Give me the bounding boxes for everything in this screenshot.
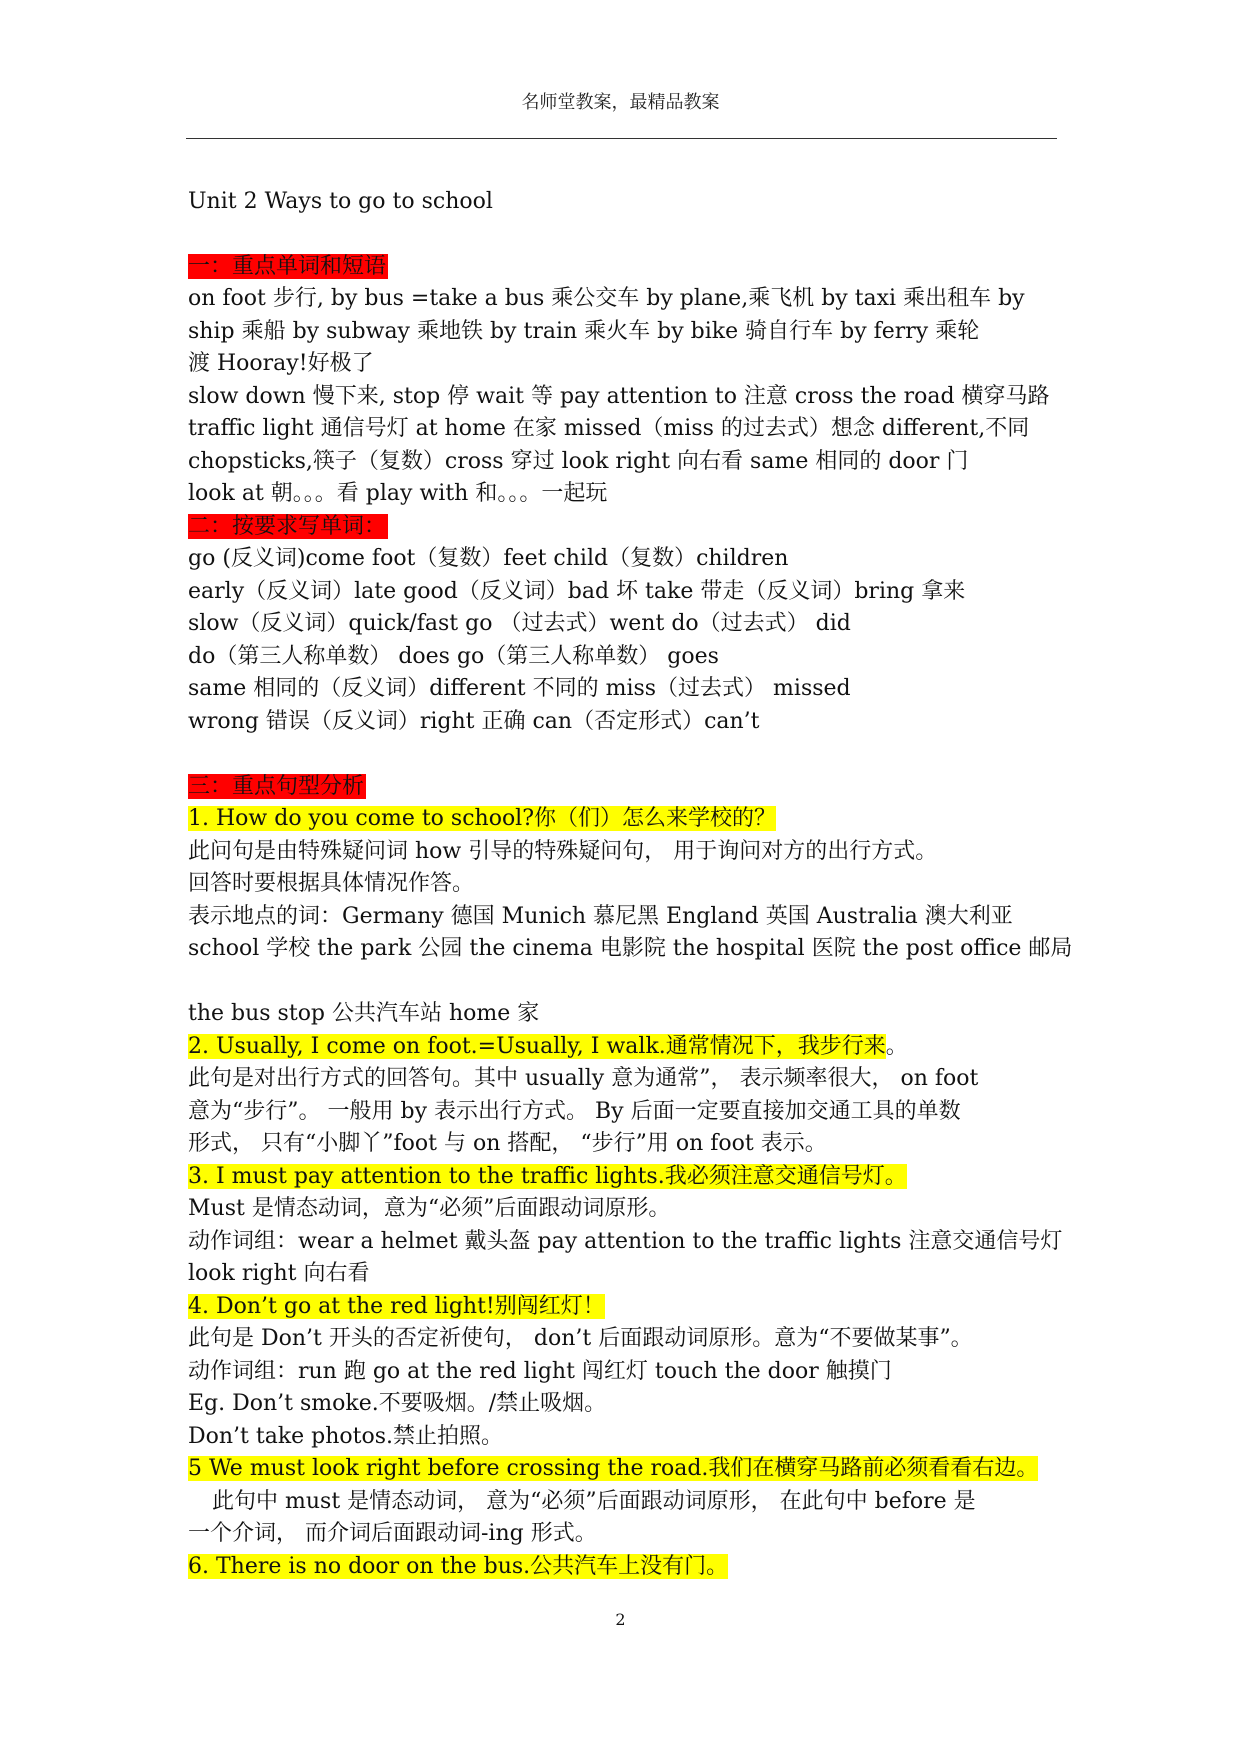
- section1-heading: 一：重点单词和短语: [188, 253, 387, 279]
- sentence-1-note: 此问句是由特殊疑问词 how 引导的特殊疑问句， 用于询问对方的出行方式。: [188, 838, 938, 864]
- sentence-2-tail: 。: [885, 1033, 908, 1059]
- header-rule: [186, 138, 1057, 139]
- sentence-2-note: 形式， 只有“小脚丫”foot 与 on 搭配， “步行”用 on foot 表示。: [188, 1131, 827, 1156]
- section1-line: 渡 Hooray!好极了: [188, 351, 374, 376]
- sentence-4-note: Eg. Don’t smoke.不要吸烟。/禁止吸烟。: [188, 1391, 607, 1416]
- sentence-1-note: the bus stop 公共汽车站 home 家: [188, 1001, 540, 1026]
- section1-line: traffic light 通信号灯 at home 在家 missed（miss 的过去式）想念 different,不同: [188, 416, 1030, 441]
- spacer: [188, 738, 1058, 771]
- section3-heading-line: [188, 771, 1058, 804]
- sentence-5: 5 We must look right before crossing the road.我们在横穿马路前必须看看右边。: [188, 1456, 1039, 1481]
- sentence-2-line: [188, 1031, 1058, 1064]
- section1-line: look at 朝。。。看 play with 和。。。一起玩: [188, 481, 608, 506]
- section2-line: go (反义词)come foot（复数）feet child（复数）children: [188, 546, 789, 571]
- section2-line: early（反义词）late good（反义词）bad 坏 take 带走（反义词）bring 拿来: [188, 578, 966, 604]
- sentence-2-note: 此句是对出行方式的回答句。其中 usually 意为通常”， 表示频率很大， on foot: [188, 1066, 979, 1091]
- sentence-4-note: Don’t take photos.禁止拍照。: [188, 1423, 504, 1449]
- sentence-3-note: 动作词组：wear a helmet 戴头盔 pay attention to the traffic lights 注意交通信号灯: [188, 1228, 1063, 1254]
- sentence-5-line: [188, 1453, 1058, 1486]
- section2-heading-line: [188, 511, 1058, 544]
- spacer: [188, 966, 1058, 999]
- section2-line: wrong 错误（反义词）right 正确 can（否定形式）can’t: [188, 708, 760, 734]
- document-body: [188, 186, 1073, 1583]
- sentence-3-note: Must 是情态动词，意为“必须”后面跟动词原形。: [188, 1196, 671, 1221]
- sentence-5-note: 一个介词， 而介词后面跟动词-ing 形式。: [188, 1521, 597, 1546]
- sentence-6: 6. There is no door on the bus.公共汽车上没有门。: [188, 1553, 729, 1579]
- section2-heading: 二：按要求写单词：: [188, 513, 387, 539]
- sentence-1-note: 表示地点的词：Germany 德国 Munich 慕尼黑 England 英国 Australia 澳大利亚: [188, 903, 1013, 929]
- section1-line: on foot 步行, by bus =take a bus 乘公交车 by plane,乘飞机 by taxi 乘出租车 by: [188, 286, 1025, 311]
- section1-line: slow down 慢下来, stop 停 wait 等 pay attention to 注意 cross the road 横穿马路: [188, 383, 1050, 409]
- section1-line: chopsticks,筷子（复数）cross 穿过 look right 向右看 same 相同的 door 门: [188, 448, 969, 474]
- page-number: 2: [615, 1610, 626, 1629]
- sentence-4-note: 此句是 Don’t 开头的否定祈使句， don’t 后面跟动词原形。意为“不要做某事”。: [188, 1326, 973, 1351]
- sentence-5-note: 此句中 must 是情态动词， 意为“必须”后面跟动词原形， 在此句中 before 是: [212, 1488, 976, 1514]
- sentence-1-note: 回答时要根据具体情况作答。: [188, 871, 475, 896]
- sentence-1-note: school 学校 the park 公园 the cinema 电影院 the hospital 医院 the post office 邮局: [188, 936, 1073, 961]
- document-title: Unit 2 Ways to go to school: [188, 189, 493, 214]
- sentence-4-line: [188, 1291, 1058, 1324]
- sentence-3-line: [188, 1161, 1058, 1194]
- sentence-1: 1. How do you come to school?你（们）怎么来学校的？: [188, 806, 777, 831]
- sentence-2-note: 意为“步行”。 一般用 by 表示出行方式。 By 后面一定要直接加交通工具的单数: [188, 1098, 961, 1124]
- sentence-3-note: look right 向右看: [188, 1261, 370, 1286]
- sentence-4: 4. Don’t go at the red light!别闯红灯！: [188, 1293, 605, 1319]
- section2-line: do（第三人称单数） does go（第三人称单数） goes: [188, 643, 719, 669]
- sentence-1-line: [188, 803, 1058, 836]
- section1-line: ship 乘船 by subway 乘地铁 by train 乘火车 by bike 骑自行车 by ferry 乘轮: [188, 318, 980, 344]
- page-header: 名师堂教案，最精品教案: [521, 92, 720, 113]
- sentence-4-note: 动作词组：run 跑 go at the red light 闯红灯 touch the door 触摸门: [188, 1358, 892, 1384]
- sentence-3: 3. I must pay attention to the traffic lights.我必须注意交通信号灯。: [188, 1163, 907, 1189]
- section2-line: slow（反义词）quick/fast go （过去式）went do（过去式） did: [188, 611, 851, 636]
- section1-heading-line: [188, 251, 1058, 284]
- section2-line: same 相同的（反义词）different 不同的 miss（过去式） missed: [188, 676, 851, 701]
- section3-heading: 三：重点句型分析: [188, 773, 365, 799]
- sentence-2: 2. Usually, I come on foot.=Usually, I walk.通常情况下，我步行来: [188, 1033, 886, 1059]
- sentence-6-line: [188, 1551, 1058, 1584]
